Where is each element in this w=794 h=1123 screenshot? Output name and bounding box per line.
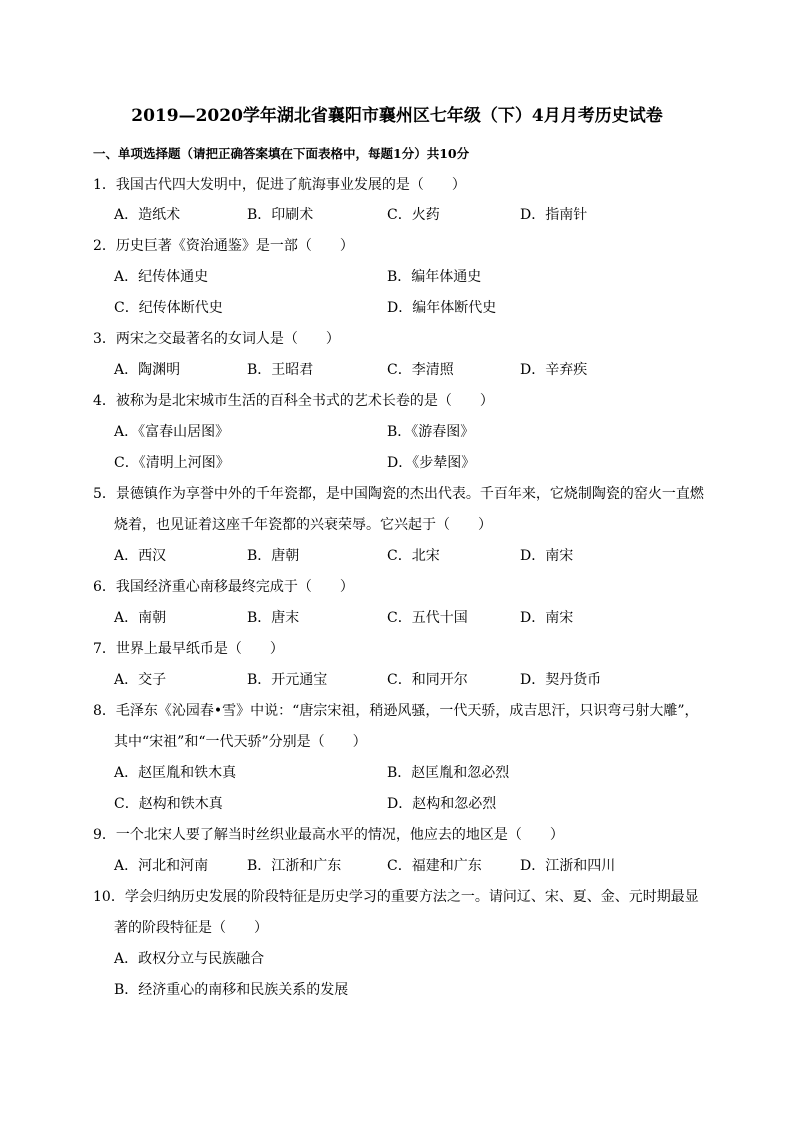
- question-5-option-b: B．唐朝: [247, 548, 300, 564]
- question-10-stem-line-1: 10．学会归纳历史发展的阶段特征是历史学习的重要方法之一。请问辽、宋、夏、金、元时期最显: [93, 889, 699, 905]
- question-8-stem-line-1: 8．毛泽东《沁园春•雪》中说：“唐宗宋祖，稍逊风骚，一代天骄，成吉思汗，只识弯弓射大雕”，: [93, 703, 699, 719]
- question-7-option-b: B．开元通宝: [247, 672, 328, 688]
- question-1-option-a: A．造纸术: [114, 207, 181, 223]
- question-3-option-d: D．辛弃疾: [520, 362, 588, 378]
- question-4-stem: 4．被称为是北宋城市生活的百科全书式的艺术长卷的是（ ）: [93, 393, 494, 409]
- question-7-stem: 7．世界上最早纸币是（ ）: [93, 641, 284, 657]
- question-10-stem-line-2: 著的阶段特征是（ ）: [114, 920, 268, 936]
- question-1-option-c: C．火药: [387, 207, 440, 223]
- question-2-option-d: D．编年体断代史: [387, 300, 497, 316]
- question-6-option-d: D．南宋: [520, 610, 574, 626]
- question-9-option-d: D．江浙和四川: [520, 858, 616, 874]
- question-5-stem-line-1: 5．景德镇作为享誉中外的千年瓷都，是中国陶瓷的杰出代表。千百年来，它烧制陶瓷的窑火一直燃: [93, 486, 704, 502]
- question-2-stem: 2．历史巨著《资治通鉴》是一部（ ）: [93, 238, 354, 254]
- question-4-option-b: B．《游春图》: [387, 424, 475, 440]
- question-1-option-b: B．印刷术: [247, 207, 314, 223]
- question-8-option-d: D．赵构和忽必烈: [387, 796, 497, 812]
- question-3-option-b: B．王昭君: [247, 362, 314, 378]
- question-5-option-c: C．北宋: [387, 548, 440, 564]
- question-9-option-a: A．河北和河南: [114, 858, 209, 874]
- question-9-stem: 9．一个北宋人要了解当时丝织业最高水平的情况，他应去的地区是（ ）: [93, 827, 564, 843]
- question-3-option-a: A．陶渊明: [114, 362, 181, 378]
- question-6-option-b: B．唐末: [247, 610, 300, 626]
- question-1-option-d: D．指南针: [520, 207, 588, 223]
- question-4-option-a: A．《富春山居图》: [114, 424, 230, 440]
- section-heading: 一、单项选择题（请把正确答案填在下面表格中，每题1分）共10分: [93, 146, 470, 161]
- question-5-option-d: D．南宋: [520, 548, 574, 564]
- question-8-stem-line-2: 其中“宋祖”和“一代天骄”分别是（ ）: [114, 734, 367, 750]
- question-6-stem: 6．我国经济重心南移最终完成于（ ）: [93, 579, 354, 595]
- question-3-stem: 3．两宋之交最著名的女词人是（ ）: [93, 331, 340, 347]
- exam-title: 2019—2020学年湖北省襄阳市襄州区七年级（下）4月月考历史试卷: [131, 106, 663, 126]
- question-1-stem: 1．我国古代四大发明中，促进了航海事业发展的是（ ）: [93, 177, 466, 193]
- question-2-option-c: C．纪传体断代史: [114, 300, 223, 316]
- question-2-option-a: A．纪传体通史: [114, 269, 209, 285]
- question-8-option-a: A．赵匡胤和铁木真: [114, 765, 237, 781]
- question-3-option-c: C．李清照: [387, 362, 454, 378]
- question-10-option-b: B．经济重心的南移和民族关系的发展: [114, 982, 349, 998]
- question-4-option-c: C．《清明上河图》: [114, 455, 230, 471]
- question-4-option-d: D．《步辇图》: [387, 455, 476, 471]
- question-7-option-a: A．交子: [114, 672, 167, 688]
- question-7-option-d: D．契丹货币: [520, 672, 602, 688]
- question-6-option-c: C．五代十国: [387, 610, 468, 626]
- question-9-option-b: B．江浙和广东: [247, 858, 342, 874]
- question-10-option-a: A．政权分立与民族融合: [114, 951, 265, 967]
- question-7-option-c: C．和同开尔: [387, 672, 468, 688]
- question-5-option-a: A．西汉: [114, 548, 167, 564]
- question-8-option-c: C．赵构和铁木真: [114, 796, 223, 812]
- question-6-option-a: A．南朝: [114, 610, 167, 626]
- question-5-stem-line-2: 烧着，也见证着这座千年瓷都的兴衰荣辱。它兴起于（ ）: [114, 517, 492, 533]
- question-2-option-b: B．编年体通史: [387, 269, 482, 285]
- question-8-option-b: B．赵匡胤和忽必烈: [387, 765, 510, 781]
- question-9-option-c: C．福建和广东: [387, 858, 482, 874]
